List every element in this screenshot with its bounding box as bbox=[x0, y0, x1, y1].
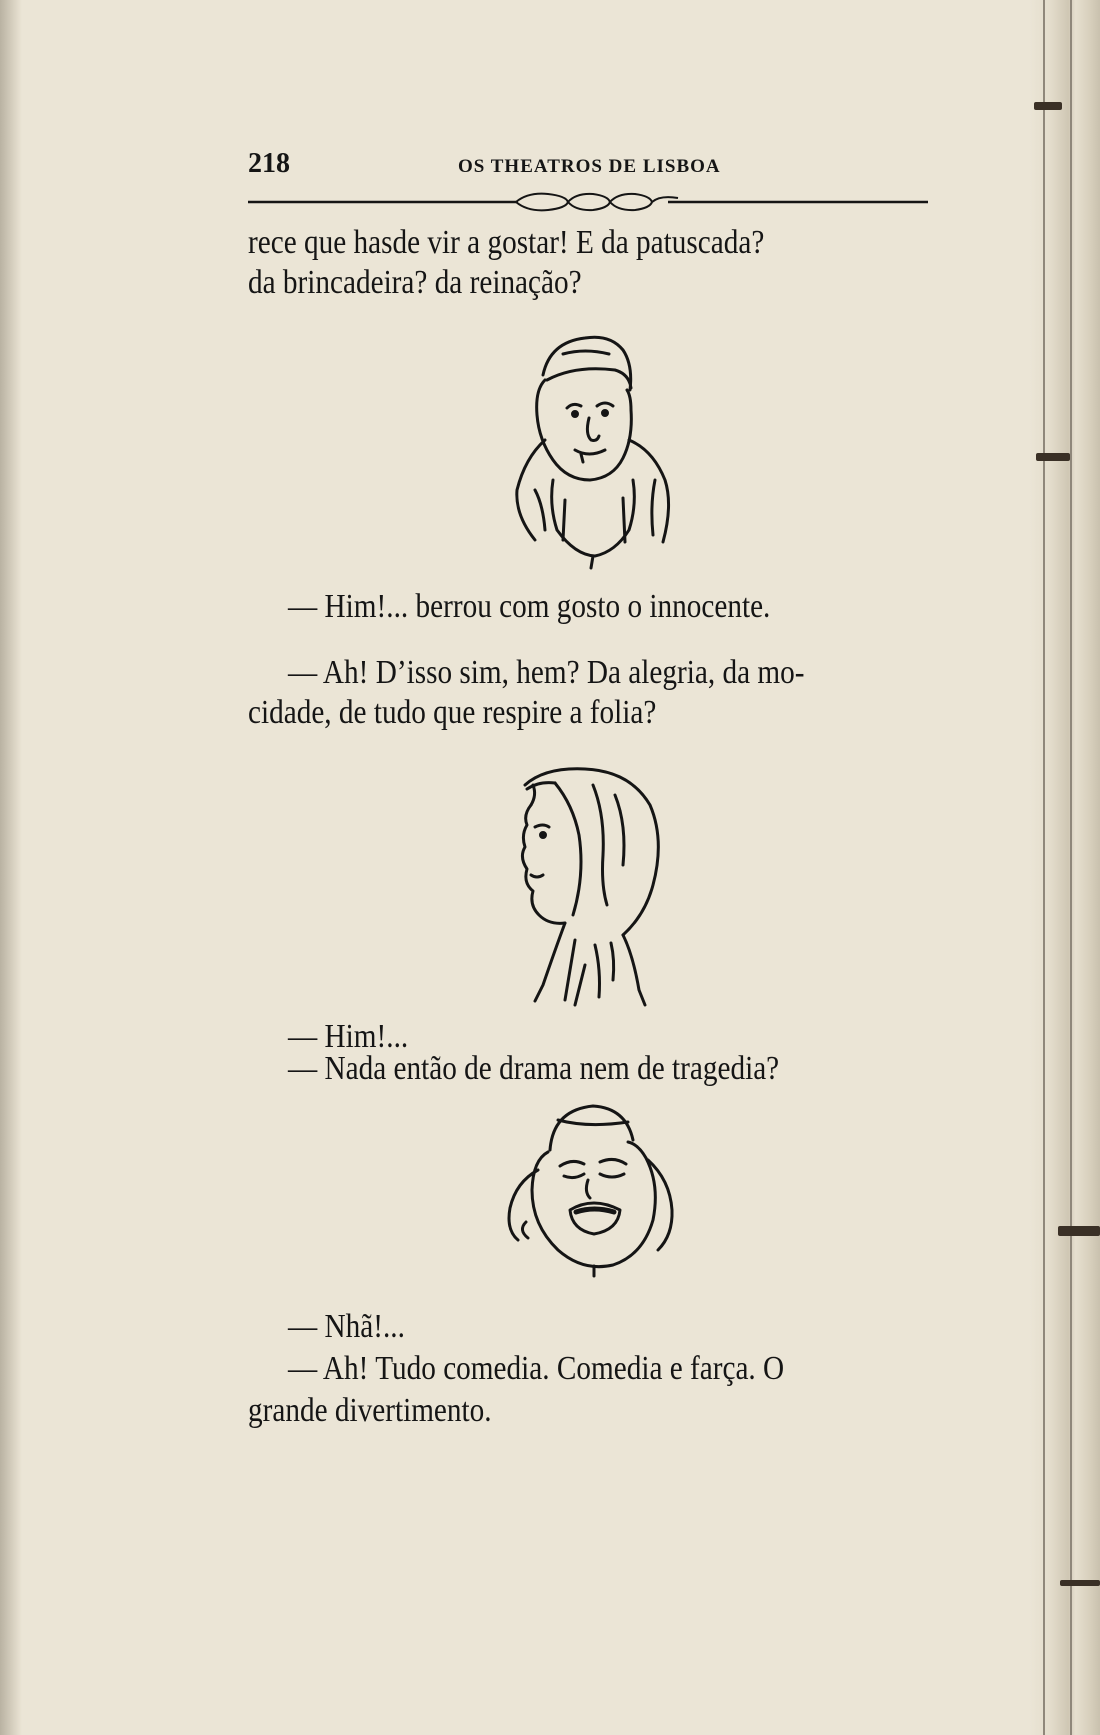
page-edges bbox=[1030, 0, 1100, 1735]
page-number: 218 bbox=[248, 148, 290, 179]
body-text-line: — Nada então de drama nem de tragedia? bbox=[288, 1050, 780, 1087]
illustration-child-in-bonnet bbox=[515, 765, 675, 1010]
body-text-line: — Him!... berrou com gosto o innocente. bbox=[288, 588, 771, 625]
body-text-line: — Ah! Tudo comedia. Comedia e farça. O bbox=[288, 1350, 785, 1387]
binding-stitch bbox=[1036, 453, 1070, 461]
binding-shadow bbox=[0, 0, 22, 1735]
binding-stitch bbox=[1058, 1226, 1100, 1236]
header-ornament-rule bbox=[248, 190, 928, 214]
body-text-line: da brincadeira? da reinação? bbox=[248, 264, 582, 301]
illustration-crying-child bbox=[498, 1100, 683, 1285]
body-text-line: — Him!... bbox=[288, 1018, 409, 1055]
body-text-line: — Ah! D’isso sim, hem? Da alegria, da mo- bbox=[288, 654, 805, 691]
page-header bbox=[248, 148, 928, 184]
running-title: OS THEATROS DE LISBOA bbox=[458, 156, 721, 177]
page-edge-line bbox=[1070, 0, 1072, 1735]
binding-stitch bbox=[1060, 1580, 1100, 1586]
body-text-line: cidade, de tudo que respire a folia? bbox=[248, 694, 657, 731]
binding-stitch bbox=[1034, 102, 1062, 110]
body-text-line: grande divertimento. bbox=[248, 1392, 492, 1429]
body-text-line: — Nhã!... bbox=[288, 1308, 405, 1345]
body-text-line: rece que hasde vir a gostar! E da patuscada? bbox=[248, 224, 765, 261]
page-edge-line bbox=[1043, 0, 1045, 1735]
illustration-boy-with-cap bbox=[505, 330, 680, 570]
